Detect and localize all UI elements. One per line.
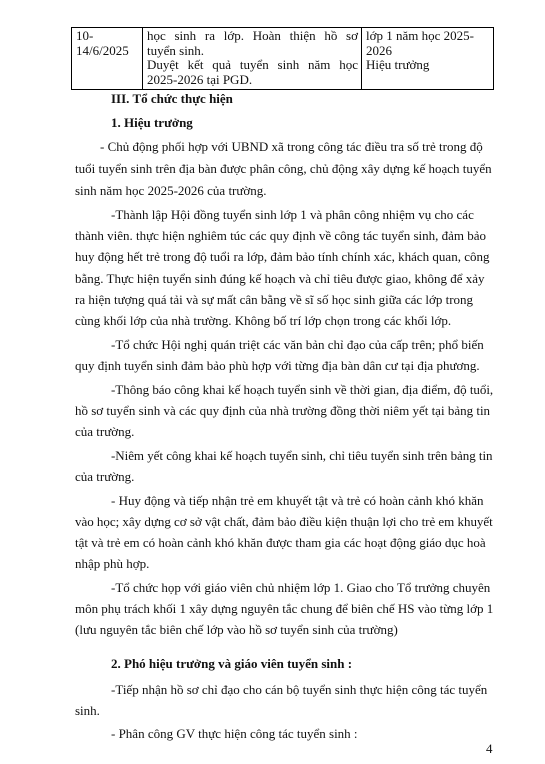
paragraph-line: ra hiện tượng quá tải và sự mất cân bằng về sĩ số học sinh giữa các lớp trong: [75, 292, 474, 307]
paragraph-line: -Tổ chức họp với giáo viên chủ nhiệm lớp 1. Giao cho Tổ trưởng chuyên: [111, 580, 491, 595]
paragraph-line: vào học; xây dựng cơ sở vật chất, đảm bảo điều kiện thuận lợi cho trẻ em khuyết: [75, 514, 493, 529]
task-line: học sinh ra lớp. Hoàn thiện hồ sơ: [147, 28, 358, 43]
paragraph-line: -Tổ chức Hội nghị quán triệt các văn bản chỉ đạo của cấp trên; phổ biến: [111, 337, 484, 352]
note-line: 2026: [366, 42, 392, 58]
paragraph-line: -Niêm yết công khai kế hoạch tuyển sinh, chỉ tiêu tuyển sinh trên bảng tin: [111, 448, 493, 463]
paragraph-line: của trường.: [75, 469, 135, 484]
task-line: 2025-2026 tại PGD.: [147, 71, 253, 87]
paragraph-line: -Tiếp nhận hồ sơ chỉ đạo cho cán bộ tuyển sinh thực hiện công tác tuyển: [111, 682, 488, 697]
paragraph-line: hồ sơ tuyển sinh và các quy định của nhà trường đồng thời niêm yết tại bảng tin: [75, 403, 491, 418]
paragraph-line: sinh năm học 2025-2026 của trường.: [75, 183, 267, 198]
paragraph-line: bằng. Thực hiện tuyển sinh đúng kế hoạch và chỉ tiêu được giao, không để xảy: [75, 271, 485, 286]
note-cell: [362, 28, 494, 90]
note-line: lớp 1 năm học 2025-: [366, 28, 474, 43]
paragraph-line: tật và trẻ em có hoàn cảnh khó khăn được tham gia các hoạt động giáo dục hoà: [75, 535, 486, 550]
paragraph-line: nhập phù hợp.: [75, 556, 150, 571]
subsection-heading: 1. Hiệu trưởng: [111, 115, 193, 130]
paragraph-line: -Thành lập Hội đồng tuyển sinh lớp 1 và phân công nhiệm vụ cho các: [111, 207, 474, 222]
task-line: Duyệt kết quả tuyển sinh năm học: [147, 57, 358, 72]
paragraph-line: sinh.: [75, 703, 100, 718]
subsection-heading: 2. Phó hiệu trưởng và giáo viên tuyển sinh :: [111, 656, 353, 671]
paragraph-line: môn phụ trách khối 1 xây dựng nguyên tắc chung để biên chế HS vào từng lớp 1: [75, 601, 494, 616]
paragraph-line: cùng khối lớp của nhà trường. Không bố trí lớp chọn trong các khối lớp.: [75, 313, 452, 328]
paragraph-line: của trường.: [75, 424, 135, 439]
paragraph-line: - Huy động và tiếp nhận trẻ em khuyết tật và trẻ có hoàn cảnh khó khăn: [111, 493, 484, 508]
paragraph-line: - Phân công GV thực hiện công tác tuyển sinh :: [111, 726, 358, 741]
paragraph-line: huy động hết trẻ trong độ tuổi ra lớp, đảm bảo tính chính xác, khách quan, công: [75, 249, 490, 264]
page-number: 4: [486, 741, 493, 756]
paragraph-line: quy định tuyển sinh đảm bảo phù hợp với từng địa bàn dân cư tại địa phương.: [75, 358, 480, 373]
paragraph-line: -Thông báo công khai kế hoạch tuyển sinh về thời gian, địa điểm, độ tuổi,: [111, 382, 494, 397]
paragraph-line: thành viên. thực hiện nghiêm túc các quy định về công tác tuyển sinh, đảm bảo: [75, 228, 487, 243]
table-row: [72, 28, 494, 90]
task-cell: [143, 28, 362, 90]
paragraph-line: tuổi tuyển sinh trên địa bàn được phân công, chủ động xây dựng kế hoạch tuyển: [75, 161, 492, 176]
task-line: tuyển sinh.: [147, 42, 205, 58]
note-line: Hiệu trưởng: [366, 57, 430, 72]
date-cell: 10-14/6/2025: [72, 28, 143, 90]
section-heading: III. Tổ chức thực hiện: [111, 91, 233, 106]
schedule-table: [71, 27, 494, 90]
paragraph-line: - Chủ động phối hợp với UBND xã trong công tác điều tra số trẻ trong độ: [100, 139, 483, 154]
paragraph-line: (lưu nguyên tắc biên chế lớp vào hồ sơ tuyển sinh của trường): [75, 622, 398, 637]
